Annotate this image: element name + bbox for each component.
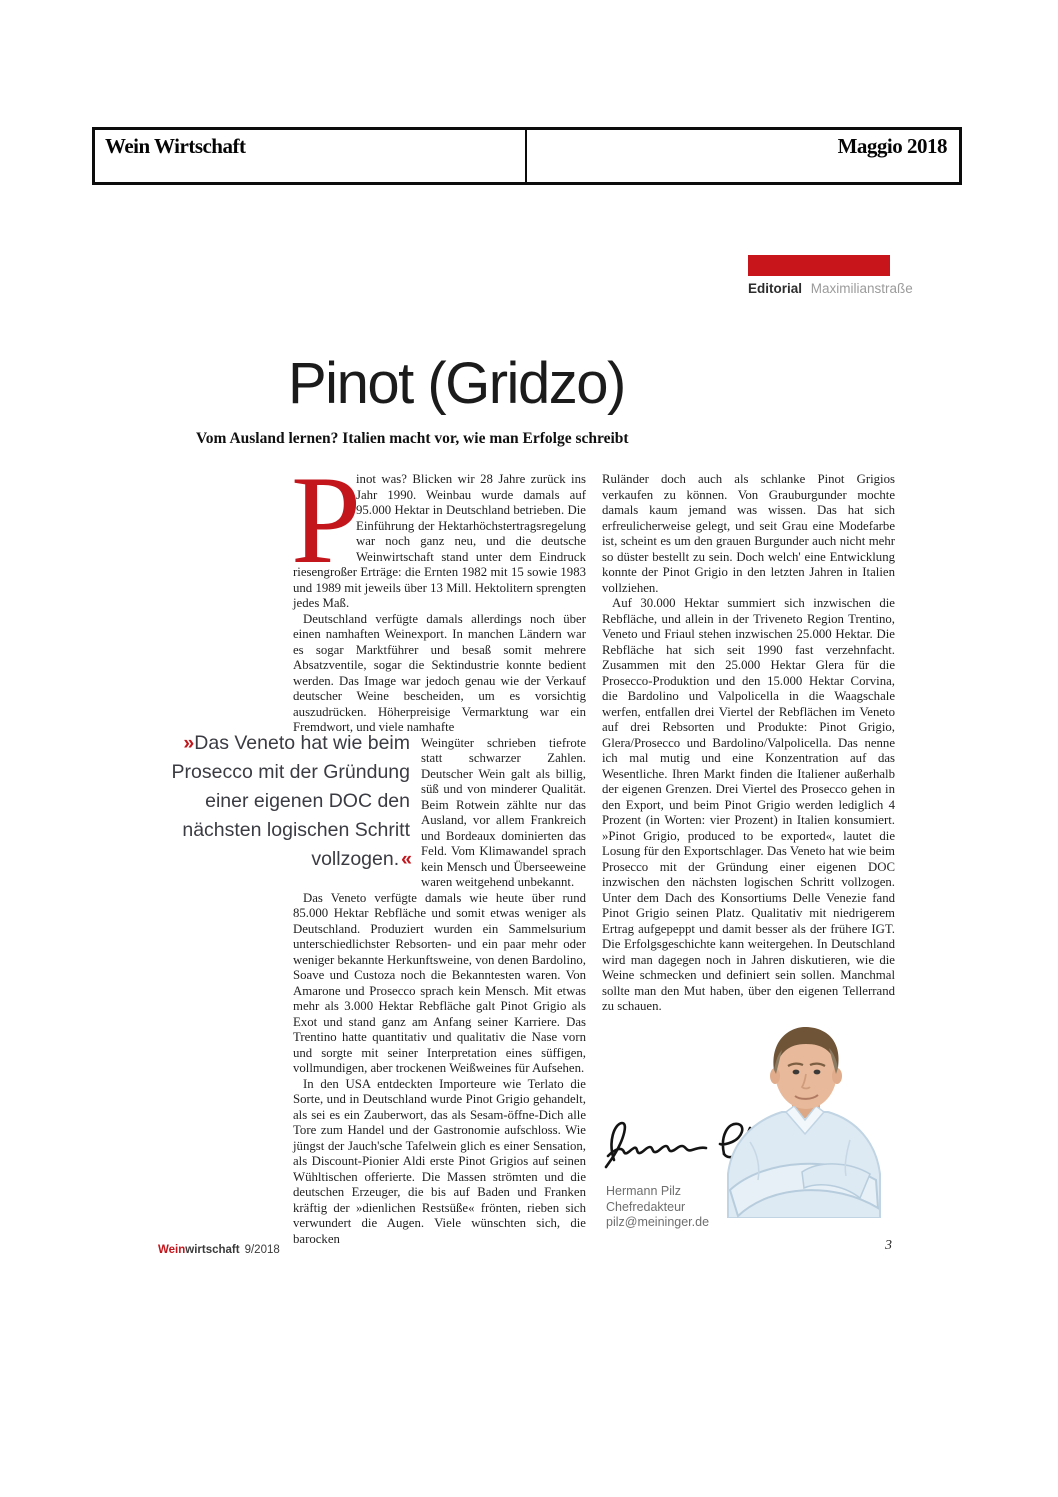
header-cell-right <box>527 130 959 182</box>
section-kicker <box>748 281 913 296</box>
author-photo <box>710 1022 900 1218</box>
footer-brand-rest: wirtschaft <box>185 1244 240 1256</box>
paragraph: Auf 30.000 Hektar summiert sich inzwischen die Rebfläche, und allein in der Triveneto Region Trentino, Veneto und Friaul stehen inzwischen 25.000 Hektar. Die Rebfläche hat sich seit 1990 fast verzehnfacht. Zusammen mit den 25.000 Hektar Glera für die Prosecco-Produktion und den 15.000 Hektar Corvina, die Bardolino und Valpolicella in die Waagschale werfen, entfallen drei Viertel der Rebflächen im Veneto auf drei Rebsorten und Produkte: Pinot Grigio, Glera/Prosecco und Bardolino/Valpolicella. Das nenne ich mal mutig und eine Konzentration auf das Wesentliche. Ihren Markt finden die Italiener außerhalb der eigenen Grenzen. Drei Viertel des Prosecco gehen in den Export, und beim Pinot Grigio werden lediglich 4 Prozent (in Worten: vier Prozent) in Italien konsumiert. »Pinot Grigio, produced to be exported«, lautet die Losung für den Exportschlager. Das Veneto hat wie beim Prosecco mit der Gründung einer eigenen DOC inzwischen den nächsten logischen Schritt vollzogen. Unter dem Dach des Konsortiums Delle Venezie fand Pinot Grigio seinen Platz. Qualitativ mit niedrigerem Ertrag aufgepeppt und damit besser als der frühere IGT. Die Erfolgsgeschichte kann weitergehen. In Deutschland wird man dagegen noch in Jahren diskutieren, wie die Weine schmecken und definiert sein sollen. Manchmal sollte man den Mut haben, über den eigenen Tellerrand zu schauen. <box>602 596 895 1013</box>
header-rule-box <box>92 127 962 185</box>
article-subtitle: Vom Ausland lernen? Italien macht vor, wie man Erfolge schreibt <box>196 430 629 447</box>
paragraph: Das Veneto verfügte damals wie heute über rund 85.000 Hektar Rebfläche und somit etwas weniger als Deutschland. Produziert wurden ein Sammelsurium unterschiedlichster Rebsorten- und ein paar mehr oder weniger bekannte Herkunftsweine, von denen Bardolino, Soave und Custoza noch die Bekanntesten waren. Von Amarone und Prosecco sprach kein Mensch. Mit etwas mehr als 3.000 Hektar Rebfläche galt Pinot Grigio als Exot und stand ganz am Anfang seiner Karriere. Das Trentino hatte quantitativ und qualitativ die Nase vorn und sorgte mit seiner Interpretation eines süffigen, vollmundigen, aber trockenen Weißweines für Aufsehen. <box>293 890 586 1075</box>
paragraph: Ruländer doch auch als schlanke Pinot Grigios verkaufen zu können. Von Grauburgunder mochte damals kaum jemand was wissen. Das hat sich erfreulicherweise gelegt, und seit Grau eine Modefarbe ist, scheint es um den grauen Burgunder auch nicht mehr so düster bestellt zu sein. Doch welch' eine Entwicklung konnte der Pinot Grigio in den letzten Jahren in Italien vollziehen. <box>602 472 895 595</box>
author-email: pilz@meininger.de <box>606 1215 710 1229</box>
footer-brand-red: Wein <box>158 1244 186 1256</box>
page-number: 3 <box>885 1238 892 1253</box>
paragraph <box>291 451 586 612</box>
paragraph-beside-quote: Weingüter schrieben tiefrote statt schwarzer Zahlen. Deutscher Wein galt als billig, süß und von minderer Qualität. Beim Rotwein zählte nur das Ausland, vor allem Frankreich und Bordeaux dominierten das Feld. Vom Klimawandel sprach kein Mensch und Überseeweine waren weitgehend unbekannt. <box>421 735 586 889</box>
header-date: Maggio 2018 <box>837 134 947 158</box>
paragraph: In den USA entdeckten Importeure wie Terlato die Sorte, und in Deutschland wurde Pinot Grigio gehandelt, als sei es ein Zauberwort, das als Sesam-öffne-Dich alle Tore zum Handel und der Gastronomie aufschloss. Wie jüngst der Jauch'sche Tafelwein glich es einer Sensation, als Discount-Pionier Aldi erste Pinot Grigios auf seinen Wühltischen offerierte. Die Massen strömten und die deutschen Erzeuger, die bis auf Baden und Franken kräftig der »dienlichen Restsüße« frönten, rieben sich verwundert die Augen. Viele wünschten sich, die barocken <box>293 1076 586 1246</box>
paragraph: Deutschland verfügte damals allerdings noch über einen namhaften Weinexport. In manchen Ländern war es sogar Marktführer und besaß somit mehrere Absatzventile, sogar die Sektindustrie konnte bedient werden. Das Image war jedoch genau wie der Verkauf deutscher Weine bescheiden, um es vorsichtig auszudrücken. Höherpreisige Vermarktung war ein Fremdwort, und viele namhafte <box>293 611 586 734</box>
quote-close-guillemet: « <box>401 848 410 870</box>
quote-open-guillemet: » <box>183 732 193 754</box>
section-red-bar <box>748 255 890 276</box>
header-cell-left <box>95 130 527 182</box>
header-magazine-name: Wein Wirtschaft <box>105 134 246 158</box>
author-info <box>606 1184 709 1231</box>
body-column-left <box>291 451 586 1247</box>
section-sublabel: Maximilianstraße <box>810 281 913 296</box>
article-title: Pinot (Gridzo) <box>288 351 625 416</box>
footer-issue: 9/2018 <box>244 1244 280 1256</box>
body-column-right <box>602 472 895 1015</box>
section-label: Editorial <box>748 281 803 296</box>
footer-brand <box>158 1244 280 1256</box>
author-role: Chefredakteur <box>606 1199 686 1214</box>
author-name: Hermann Pilz <box>606 1184 682 1198</box>
drop-cap: P <box>291 451 362 590</box>
pull-quote-text: Das Veneto hat wie beim Prosecco mit der Gründung einer eigenen DOC den nächsten logischen Schritt vollzogen. <box>171 732 410 870</box>
paragraph-text: inot was? Blicken wir 28 Jahre zurück ins Jahr 1990. Weinbau wurde damals auf 95.000 Hektar in Deutschland betrieben. Die Einführung der Hektarhöchstertragsregelung war noch ganz neu, und die deutsche Weinwirtschaft stand unter dem Eindruck riesengroßer Erträge: die Ernten 1982 mit 15 sowie 1983 und 1989 mit jeweils über 13 Mill. Hektolitern sprengten jedes Maß. <box>293 472 586 610</box>
